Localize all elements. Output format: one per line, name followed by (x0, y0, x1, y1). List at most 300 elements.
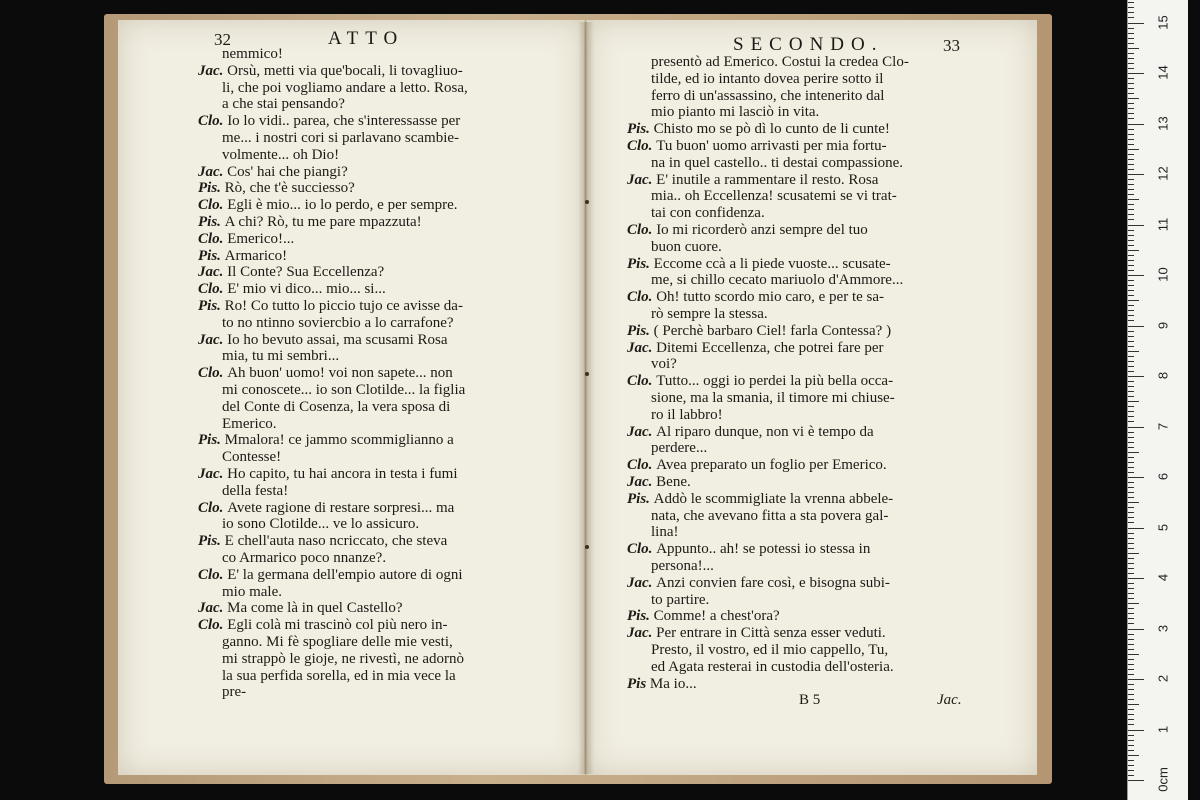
catchword: Jac. (937, 692, 962, 708)
text-line (627, 474, 691, 491)
ruler-tick (1128, 199, 1139, 200)
ruler-tick (1128, 194, 1134, 195)
line-text: me... i nostri cori si parlavano scambie- (222, 130, 460, 146)
line-text: to partire. (651, 591, 710, 608)
line-text: Anzi convien fare così, e bisogna subi- (656, 574, 890, 591)
line-text: ferro di un'assassino, che intenerito dal (651, 87, 885, 104)
text-line (651, 188, 897, 205)
text-line (627, 575, 890, 592)
line-text: Cos' hai che piangi? (227, 163, 348, 180)
text-line (222, 80, 468, 97)
ruler-tick (1128, 214, 1134, 215)
ruler-tick (1128, 124, 1144, 125)
text-line (627, 256, 891, 273)
ruler-tick (1128, 543, 1134, 544)
ruler-tick (1128, 421, 1134, 422)
text-line (627, 289, 884, 306)
line-text: Orsù, metti via que'bocali, li tovagliuo- (227, 62, 463, 79)
ruler-tick (1128, 48, 1139, 49)
line-text: Ah buon' uomo! voi non sapete... non (227, 365, 453, 382)
line-text: a che stai pensando? (222, 96, 345, 113)
ruler-tick (1128, 522, 1134, 523)
ruler-tick (1128, 765, 1134, 766)
page-number-left: 32 (214, 30, 231, 49)
ruler-tick (1128, 755, 1139, 756)
text-line (222, 651, 464, 668)
ruler-tick (1128, 230, 1134, 231)
line-text: presentò ad Emerico. Costui la credea Clo- (651, 54, 909, 70)
ruler-tick (1128, 351, 1139, 352)
ruler-tick (1128, 366, 1134, 367)
line-text: della festa! (222, 482, 289, 499)
ruler-tick (1128, 300, 1139, 301)
ruler-tick (1128, 548, 1134, 549)
ruler-tick (1128, 533, 1134, 534)
line-text: Ditemi Eccellenza, che potrei fare per (656, 339, 884, 356)
text-line (198, 533, 447, 550)
ruler-tick (1128, 23, 1144, 24)
ruler-number: 5 (1155, 523, 1171, 531)
ruler-number: 1 (1155, 725, 1171, 733)
line-text: E chell'auta naso ncriccato, che steva (224, 533, 448, 550)
text-line (627, 323, 891, 340)
ruler-tick (1128, 174, 1144, 175)
text-line (627, 222, 868, 239)
ruler-tick (1128, 629, 1144, 630)
text-line (651, 272, 903, 289)
line-text: A chi? Rò, tu me pare mpazzuta! (224, 214, 422, 230)
ruler-tick (1128, 189, 1134, 190)
line-text: Ro! Co tutto lo piccio tujo ce avisse da- (224, 298, 463, 314)
ruler-tick (1128, 401, 1139, 402)
text-line (222, 516, 419, 533)
line-text: Ho capito, tu hai ancora in testa i fumi (227, 466, 458, 482)
ruler-tick (1128, 659, 1134, 660)
line-text: io sono Clotilde... ve lo assicuro. (222, 516, 420, 533)
ruler-tick (1128, 245, 1134, 246)
text-line (651, 407, 723, 424)
ruler-tick (1128, 285, 1134, 286)
line-text: Comme! a chest'ora? (653, 608, 780, 625)
ruler-tick (1128, 740, 1134, 741)
ruler-tick (1128, 98, 1139, 99)
line-text: Rò, che t'è succiesso? (224, 180, 355, 197)
book-gutter (578, 22, 594, 774)
ruler-tick (1128, 103, 1134, 104)
ruler-tick (1128, 129, 1134, 130)
ruler-tick (1128, 68, 1134, 69)
ruler-tick (1128, 472, 1134, 473)
line-text: E' mio vi dico... mio... si... (227, 281, 386, 298)
ruler-tick (1128, 17, 1134, 18)
ruler-tick (1128, 588, 1134, 589)
speaker-label: Clo. (627, 289, 657, 306)
ruler-tick (1128, 139, 1134, 140)
ruler-tick (1128, 406, 1134, 407)
ruler-number: 6 (1155, 472, 1171, 481)
ruler-tick (1128, 58, 1134, 59)
ruler-tick (1128, 280, 1134, 281)
ruler-number: 0cm (1155, 767, 1171, 792)
line-text: na in quel castello.. ti destai compassione. (651, 154, 904, 171)
ruler-number: 3 (1155, 624, 1171, 632)
ruler-tick (1128, 432, 1134, 433)
text-line (651, 71, 883, 88)
line-text: me, si chillo cecato mariuolo d'Ammore... (651, 272, 904, 289)
text-line (198, 63, 463, 80)
ruler-tick (1128, 674, 1134, 675)
text-line (222, 130, 459, 147)
text-line (627, 138, 887, 155)
speaker-label: Jac. (198, 466, 228, 482)
ruler-tick (1128, 391, 1134, 392)
ruler-tick (1128, 416, 1134, 417)
text-line (198, 567, 463, 584)
line-text: Emerico!... (227, 230, 295, 247)
ruler-tick (1128, 679, 1144, 680)
ruler-number: 2 (1155, 674, 1171, 683)
text-line (222, 584, 282, 601)
ruler-number: 4 (1155, 573, 1171, 582)
ruler-tick (1128, 326, 1144, 327)
ruler-tick (1128, 553, 1139, 554)
ruler-tick (1128, 593, 1134, 594)
ruler-tick (1128, 608, 1134, 609)
text-line (651, 390, 895, 407)
line-text: Avea preparato un foglio per Emerico. (656, 457, 887, 474)
ruler-tick (1128, 28, 1134, 29)
speaker-label: Jac. (627, 574, 657, 591)
ruler-tick (1128, 164, 1134, 165)
speaker-label: Jac. (198, 331, 228, 348)
text-line (651, 659, 894, 676)
line-text: perdere... (651, 440, 708, 457)
text-line (222, 550, 386, 567)
text-line (627, 608, 780, 625)
ruler-tick (1128, 477, 1144, 478)
line-text: Io mi ricorderò anzi sempre del tuo (656, 222, 868, 238)
ruler-tick (1128, 204, 1134, 205)
ruler-tick (1128, 709, 1134, 710)
line-text: ganno. Mi fè spogliare delle mie vesti, (222, 634, 453, 650)
ruler-tick (1128, 730, 1144, 731)
ruler-tick (1128, 512, 1134, 513)
ruler-tick (1128, 684, 1134, 685)
ruler-tick (1128, 457, 1134, 458)
ruler-tick (1128, 558, 1134, 559)
text-line (651, 54, 909, 71)
text-line (222, 416, 277, 433)
ruler-tick (1128, 467, 1134, 468)
text-line (222, 348, 339, 365)
speaker-label: Pis. (627, 608, 654, 625)
speaker-label: Jac. (627, 474, 657, 490)
text-line (198, 365, 453, 382)
speaker-label: Pis. (198, 180, 225, 197)
ruler-tick (1128, 745, 1134, 746)
line-text: mio male. (222, 583, 282, 600)
speaker-label: Pis. (198, 214, 225, 230)
ruler-tick (1128, 689, 1134, 690)
ruler-tick (1128, 654, 1139, 655)
line-text: Egli colà mi trascinò col più nero in- (227, 617, 448, 634)
line-text: Contesse! (222, 449, 282, 466)
text-line (198, 617, 448, 634)
ruler-tick (1128, 447, 1134, 448)
ruler-tick (1128, 43, 1134, 44)
ruler-tick (1128, 497, 1134, 498)
ruler-number: 9 (1155, 321, 1171, 329)
ruler-tick (1128, 336, 1134, 337)
ruler-tick (1128, 517, 1134, 518)
ruler-tick (1128, 260, 1134, 261)
ruler-number: 14 (1155, 65, 1171, 80)
ruler-tick (1128, 93, 1134, 94)
line-text: Chisto mo se pò dì lo cunto de li cunte! (653, 121, 890, 138)
ruler-number: 11 (1155, 217, 1171, 231)
line-text: Al riparo dunque, non vi è tempo da (656, 423, 874, 440)
left-page (118, 20, 585, 775)
speaker-label: Jac. (627, 625, 657, 642)
text-line (651, 306, 768, 323)
line-text: ed Agata resterai in custodia dell'osteria. (651, 658, 894, 675)
text-line (198, 332, 448, 349)
speaker-label: Clo. (198, 230, 228, 247)
text-line (627, 340, 884, 357)
speaker-label: Clo. (198, 365, 228, 382)
line-text: Tu buon' uomo arrivasti per mia fortu- (656, 138, 887, 154)
page-number-right: 33 (943, 36, 960, 55)
ruler-tick (1128, 113, 1134, 114)
line-text: Bene. (656, 474, 691, 490)
ruler-tick (1128, 73, 1144, 74)
ruler-tick (1128, 33, 1134, 34)
text-line (198, 600, 403, 617)
ruler-tick (1128, 346, 1134, 347)
running-header-left: ATTO (328, 28, 405, 49)
ruler-tick (1128, 159, 1134, 160)
text-line (198, 500, 454, 517)
ruler-tick (1128, 38, 1134, 39)
speaker-label: Clo. (198, 617, 228, 634)
ruler-tick (1128, 78, 1134, 79)
ruler-tick (1128, 169, 1134, 170)
text-line (222, 315, 454, 332)
ruler-tick (1128, 644, 1134, 645)
ruler-tick (1128, 184, 1134, 185)
measurement-ruler (1127, 0, 1188, 800)
ruler-tick (1128, 452, 1139, 453)
line-text: volmente... oh Dio! (222, 146, 340, 163)
ruler-tick (1128, 144, 1134, 145)
line-text: Io ho bevuto assai, ma scusami Rosa (227, 331, 448, 348)
ruler-number: 15 (1155, 14, 1171, 30)
speaker-label: Jac. (627, 171, 657, 188)
line-text: lina! (651, 524, 679, 541)
line-text: Emerico. (222, 415, 277, 432)
speaker-label: Clo. (627, 457, 657, 474)
line-text: Il Conte? Sua Eccellenza? (227, 264, 385, 281)
ruler-tick (1128, 219, 1134, 220)
ruler-tick (1128, 154, 1134, 155)
speaker-label: Jac. (627, 423, 657, 440)
ruler-tick (1128, 578, 1144, 579)
line-text: Ma io... (649, 675, 697, 692)
ruler-tick (1128, 209, 1134, 210)
text-line (222, 399, 450, 416)
text-line (627, 457, 887, 474)
ruler-number: 13 (1155, 115, 1171, 131)
ruler-tick (1128, 118, 1134, 119)
line-text: tai con confidenza. (651, 205, 765, 222)
speaker-label: Pis. (198, 533, 225, 550)
line-text: del Conte di Cosenza, la vera sposa di (222, 398, 451, 415)
ruler-tick (1128, 88, 1134, 89)
text-line (198, 197, 458, 214)
line-text: sione, ma la smania, il timore mi chiuse- (651, 390, 895, 406)
ruler-tick (1128, 719, 1134, 720)
line-text: Presto, il vostro, ed il mio cappello, Tu, (651, 642, 889, 658)
line-text: Addò le scommigliate la vrenna abbele- (653, 490, 894, 507)
ruler-tick (1128, 255, 1134, 256)
line-text: mia.. oh Eccellenza! scusatemi se vi trat- (651, 188, 897, 205)
speaker-label: Jac. (198, 163, 228, 180)
text-line (222, 668, 456, 685)
ruler-tick (1128, 134, 1134, 135)
speaker-label: Pis. (627, 255, 654, 272)
ruler-tick (1128, 699, 1134, 700)
speaker-label: Clo. (198, 499, 228, 516)
line-text: Eccome ccà a li piede vuoste... scusate- (653, 255, 891, 272)
ruler-tick (1128, 381, 1134, 382)
ruler-tick (1128, 235, 1134, 236)
ruler-tick (1128, 669, 1134, 670)
text-line (222, 684, 246, 701)
ruler-tick (1128, 442, 1134, 443)
line-text: E' la germana dell'empio autore di ogni (227, 566, 463, 583)
signature-mark: B 5 (799, 692, 821, 708)
line-text: Ma come là in quel Castello? (227, 600, 403, 617)
ruler-number: 7 (1155, 422, 1171, 430)
ruler-tick (1128, 750, 1134, 751)
ruler-tick (1128, 507, 1134, 508)
ruler-tick (1128, 704, 1139, 705)
line-text: Egli è mio... io lo perdo, e per sempre. (227, 197, 458, 214)
ruler-tick (1128, 724, 1134, 725)
ruler-tick (1128, 634, 1134, 635)
ruler-number: 8 (1155, 371, 1171, 380)
ruler-tick (1128, 502, 1139, 503)
ruler-tick (1128, 775, 1134, 776)
text-line (198, 113, 460, 130)
text-line (222, 147, 339, 164)
text-line (222, 382, 465, 399)
line-text: voi? (651, 356, 677, 373)
binding-stitch (585, 545, 589, 549)
ruler-tick (1128, 760, 1134, 761)
text-line (651, 508, 888, 525)
line-text: Avete ragione di restare sorpresi... ma (227, 499, 455, 516)
ruler-tick (1128, 613, 1134, 614)
text-line (627, 625, 886, 642)
ruler-number: 12 (1155, 166, 1171, 181)
speaker-label: Pis. (198, 298, 225, 314)
text-line (651, 239, 722, 256)
line-text: li, che poi vogliamo andare a letto. Rosa, (222, 79, 468, 96)
ruler-tick (1128, 305, 1134, 306)
text-line (627, 491, 893, 508)
text-line (198, 264, 384, 281)
text-line (222, 634, 453, 651)
text-line (198, 180, 355, 197)
speaker-label: Pis. (627, 490, 654, 507)
ruler-tick (1128, 437, 1134, 438)
line-text: tilde, ed io intanto dovea perire sotto il (651, 70, 884, 87)
line-text: Armarico! (224, 247, 288, 264)
text-line (651, 205, 765, 222)
line-text: Io lo vidi.. parea, che s'interessasse per (227, 113, 461, 130)
speaker-label: Clo. (627, 222, 657, 238)
ruler-tick (1128, 108, 1134, 109)
ruler-tick (1128, 492, 1134, 493)
line-text: mi strappò le gioje, ne rivestì, ne adornò (222, 650, 465, 667)
ruler-tick (1128, 149, 1139, 150)
ruler-tick (1128, 563, 1134, 564)
speaker-label: Jac. (198, 264, 228, 281)
ruler-tick (1128, 179, 1134, 180)
speaker-label: Pis. (627, 322, 654, 339)
ruler-tick (1128, 225, 1144, 226)
binding-stitch (585, 372, 589, 376)
ruler-tick (1128, 528, 1144, 529)
text-line (222, 449, 281, 466)
line-text: nemmico! (222, 46, 283, 62)
speaker-label: Clo. (198, 281, 228, 298)
line-text: ro il labbro! (651, 406, 723, 423)
line-text: la sua perfida sorella, ed in mia vece la (222, 667, 456, 684)
text-line (222, 96, 345, 113)
text-line (627, 373, 893, 390)
ruler-tick (1128, 371, 1134, 372)
ruler-tick (1128, 780, 1144, 781)
line-text: E' inutile a rammentare il resto. Rosa (656, 171, 879, 188)
text-line (198, 432, 454, 449)
ruler-tick (1128, 53, 1134, 54)
text-line (651, 104, 819, 121)
ruler-tick (1128, 603, 1139, 604)
line-text: co Armarico poco nnanze?. (222, 550, 387, 566)
line-text: to no ntinno soviercbio a lo carrafone? (222, 314, 454, 331)
speaker-label: Clo. (198, 197, 228, 214)
ruler-tick (1128, 538, 1134, 539)
binding-stitch (585, 200, 589, 204)
ruler-tick (1128, 482, 1134, 483)
text-line (198, 214, 422, 231)
ruler-tick (1128, 411, 1134, 412)
text-line (198, 231, 294, 248)
ruler-tick (1128, 240, 1134, 241)
running-header-right: SECONDO. (733, 34, 884, 55)
text-line (651, 592, 709, 609)
speaker-label: Clo. (627, 138, 657, 154)
ruler-tick (1128, 770, 1134, 771)
ruler-tick (1128, 568, 1134, 569)
text-line (651, 88, 884, 105)
line-text: pre- (222, 684, 247, 701)
text-line (222, 483, 288, 500)
ruler-tick (1128, 735, 1134, 736)
speaker-label: Pis. (198, 432, 225, 449)
